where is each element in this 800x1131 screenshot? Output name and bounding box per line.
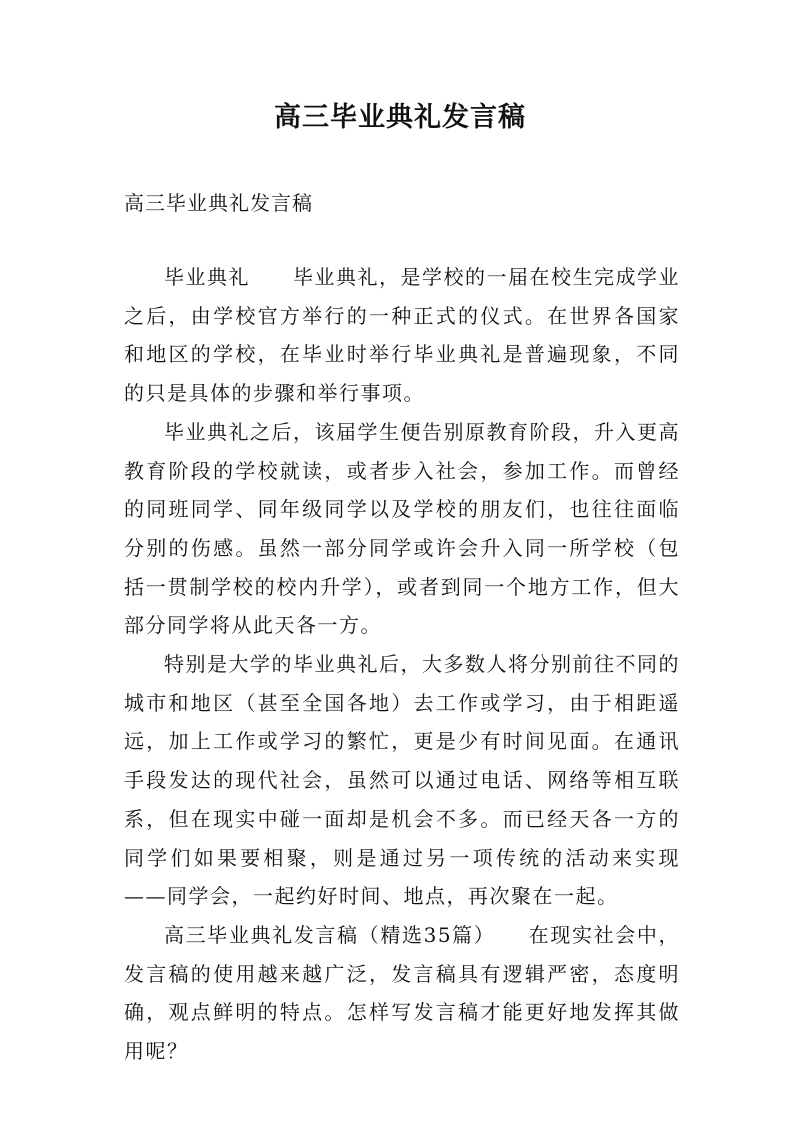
- paragraph-after-ceremony: 毕业典礼之后，该届学生便告别原教育阶段，升入更高教育阶段的学校就读，或者步入社会，参加工作。而曾经的同班同学、同年级同学以及学校的朋友们，也往往面临分别的伤感。虽然一部分同学或许会升入同一所学校（包括一贯制学校的校内升学），或者到同一个地方工作，但大部分同学将从此天各一方。: [124, 419, 680, 638]
- paragraph-speech-intro: 高三毕业典礼发言稿（精选35篇） 在现实社会中，发言稿的使用越来越广泛，发言稿具有逻辑严密，态度明确，观点鲜明的特点。怎样写发言稿才能更好地发挥其做用呢？: [124, 922, 680, 1064]
- paragraph-university-ceremony: 特别是大学的毕业典礼后，大多数人将分别前往不同的城市和地区（甚至全国各地）去工作或学习，由于相距遥远，加上工作或学习的繁忙，更是少有时间见面。在通讯手段发达的现代社会，虽然可以通过电话、网络等相互联系，但在现实中碰一面却是机会不多。而已经天各一方的同学们如果要相聚，则是通过另一项传统的活动来实现——同学会，一起约好时间、地点，再次聚在一起。: [124, 652, 680, 909]
- document-body: [124, 258, 680, 1071]
- document-subtitle: 高三毕业典礼发言稿: [124, 191, 313, 215]
- document-title: 高三毕业典礼发言稿: [274, 102, 526, 133]
- paragraph-graduation-ceremony: 毕业典礼 毕业典礼，是学校的一届在校生完成学业之后，由学校官方举行的一种正式的仪式。在世界各国家和地区的学校，在毕业时举行毕业典礼是普遍现象，不同的只是具体的步骤和举行事项。: [124, 265, 680, 406]
